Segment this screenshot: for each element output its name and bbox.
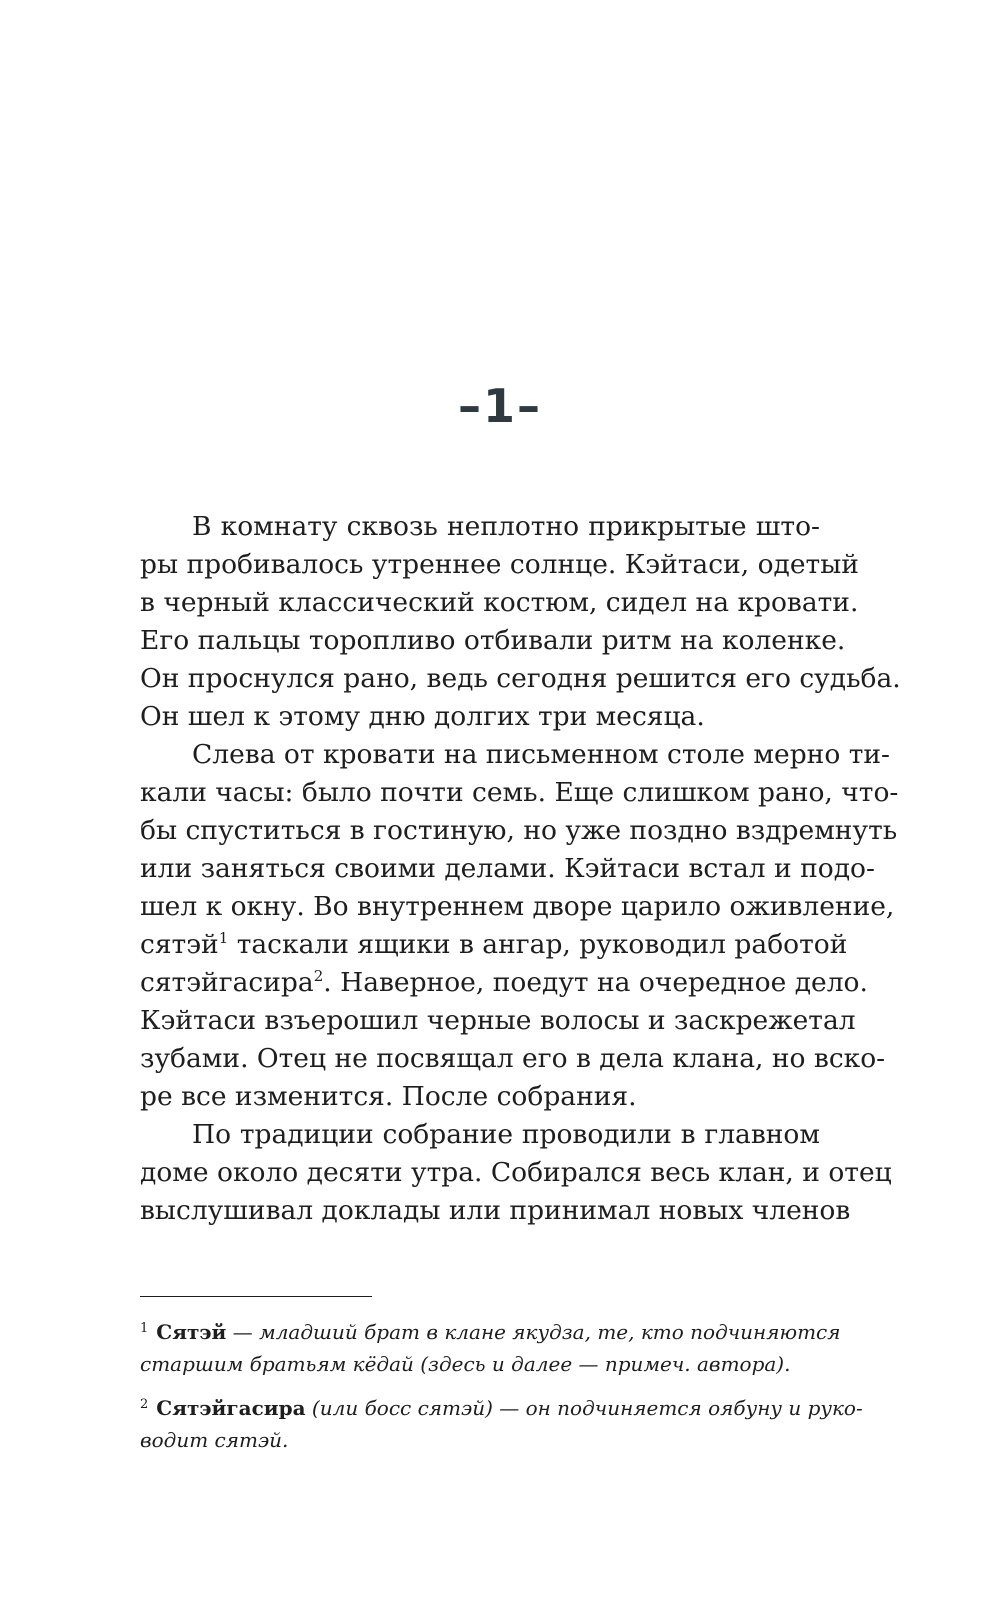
text-segment: . Наверное, поедут на очередное дело. <box>323 967 868 998</box>
text-line: ре все изменится. После собрания. <box>140 1081 637 1112</box>
footnote-term: Сятэйгасира <box>156 1396 306 1420</box>
text-line: кали часы: было почти семь. Еще слишком рано, что- <box>140 777 899 808</box>
footnote-ref-2[interactable]: 2 <box>313 967 324 985</box>
text-line: Кэйтаси взъерошил черные волосы и заскрежетал <box>140 1005 856 1036</box>
footnote-number: 2 <box>140 1397 149 1412</box>
body-text <box>140 508 901 1230</box>
text-line: По традиции собрание проводили в главном <box>192 1119 820 1150</box>
text-line: в черный классический костюм, сидел на кровати. <box>140 587 859 618</box>
text-segment: сятэй <box>140 929 219 960</box>
footnote-ref-1[interactable]: 1 <box>218 929 229 947</box>
text-line: В комнату сквозь неплотно прикрытые што- <box>192 511 820 542</box>
footnote-1 <box>140 1316 841 1380</box>
text-line: Он проснулся рано, ведь сегодня решится его судьба. <box>140 663 901 694</box>
footnote-definition: (или босс сятэй) — он подчиняется оябуну и руко- <box>305 1396 863 1420</box>
footnote-divider <box>140 1296 372 1297</box>
footnote-definition: — младший брат в клане якудза, те, кто подчиняются <box>226 1320 841 1344</box>
footnote-line: старшим братьям кёдай (здесь и далее — примеч. автора). <box>140 1352 791 1376</box>
text-line: Слева от кровати на письменном столе мерно ти- <box>192 739 890 770</box>
footnote-term: Сятэй <box>156 1320 227 1344</box>
footnote-line: водит сятэй. <box>140 1428 289 1452</box>
text-segment: сятэйгасира <box>140 967 314 998</box>
footnote-line <box>140 1316 841 1348</box>
text-line: Его пальцы торопливо отбивали ритм на коленке. <box>140 625 846 656</box>
text-line: бы спуститься в гостиную, но уже поздно вздремнуть <box>140 815 898 846</box>
text-line: доме около десяти утра. Собирался весь клан, и отец <box>140 1157 892 1188</box>
text-line: зубами. Отец не посвящал его в дела клана, но вско- <box>140 1043 886 1074</box>
text-line: выслушивал доклады или принимал новых членов <box>140 1195 851 1226</box>
text-line: ры пробивалось утреннее солнце. Кэйтаси, одетый <box>140 549 859 580</box>
text-line: Он шел к этому дню долгих три месяца. <box>140 701 705 732</box>
text-segment: таскали ящики в ангар, руководил работой <box>228 929 848 960</box>
footnote-2 <box>140 1392 863 1456</box>
chapter-number: –1– <box>457 379 542 433</box>
text-line: шел к окну. Во внутреннем дворе царило оживление, <box>140 891 895 922</box>
footnote-number: 1 <box>140 1321 149 1336</box>
text-line: или заняться своими делами. Кэйтаси встал и подо- <box>140 853 875 884</box>
text-line <box>140 964 868 1002</box>
text-line <box>140 926 848 964</box>
footnote-line <box>140 1392 863 1424</box>
